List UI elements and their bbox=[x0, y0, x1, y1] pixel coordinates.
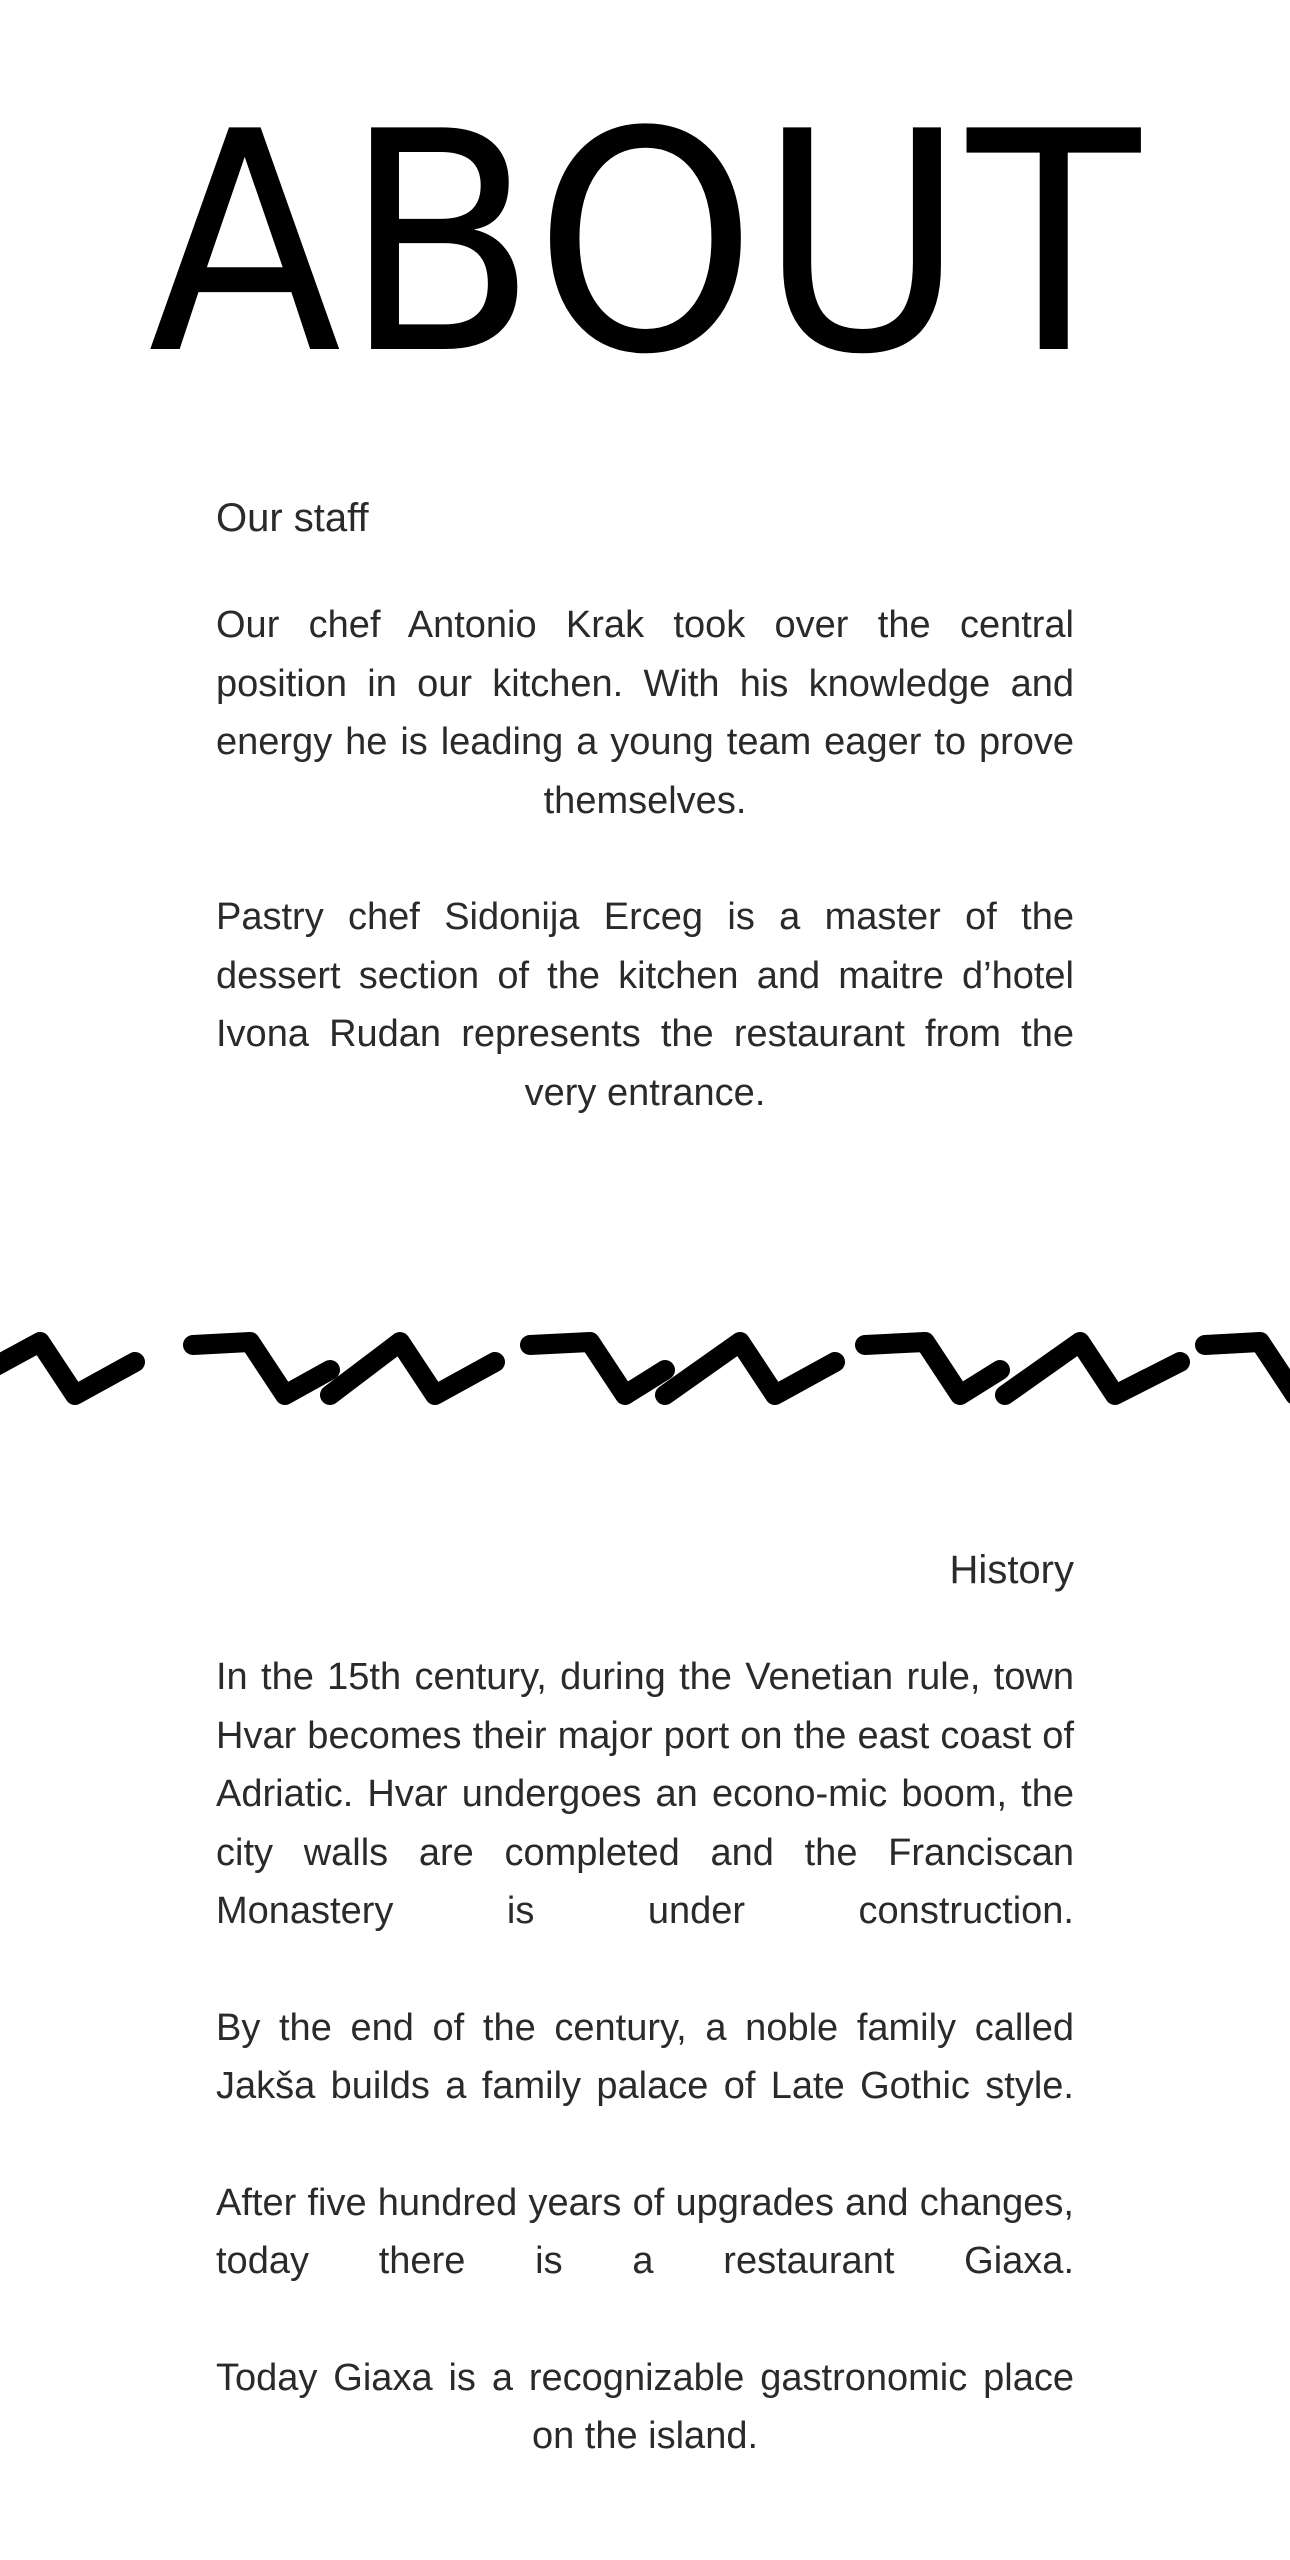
page-title: ABOUT bbox=[148, 67, 1142, 421]
staff-paragraph-pastry: Pastry chef Sidonija Erceg is a master of the dessert section of the kitchen and maitre d’hotel Ivona Rudan represents the restaurant from the very entrance. bbox=[216, 896, 1074, 1114]
history-section bbox=[216, 1540, 1074, 2524]
history-heading: History bbox=[949, 1548, 1074, 1592]
history-paragraph-today: Today Giaxa is a recognizable gastronomic place on the island. bbox=[216, 2356, 1074, 2457]
staff-heading: Our staff bbox=[216, 496, 369, 540]
history-paragraph-venetian: In the 15th century, during the Venetian rule, town Hvar becomes their major port on the east coast of Adriatic. Hvar undergoes an econo-mic boom, the city walls are completed and the Franciscan Monastery is under construction. bbox=[216, 1656, 1074, 1932]
history-paragraph-jaksa: By the end of the century, a noble family called Jakša builds a family palace of Late Gothic style. bbox=[216, 2006, 1074, 2107]
staff-section bbox=[216, 488, 1074, 1180]
zigzag-wave-icon bbox=[0, 1300, 1290, 1430]
staff-paragraph-chef: Our chef Antonio Krak took over the central position in our kitchen. With his knowledge and energy he is leading a young team eager to prove themselves. bbox=[216, 604, 1074, 822]
history-paragraph-giaxa: After five hundred years of upgrades and changes, today there is a restaurant Giaxa. bbox=[216, 2181, 1074, 2282]
